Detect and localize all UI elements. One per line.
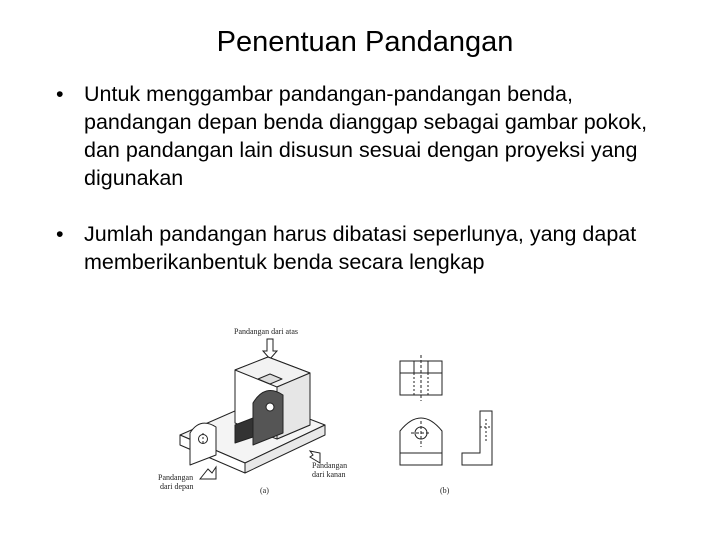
caption-a: (a)	[260, 486, 269, 495]
label-right-view-2: dari kanan	[312, 470, 346, 479]
side-view	[462, 411, 492, 465]
bullet-item: • Jumlah pandangan harus dibatasi seperlunya, yang dapat memberikanbentuk benda secara lengkap	[56, 220, 686, 276]
bullet-list	[56, 80, 686, 276]
arrow-top-icon	[263, 339, 277, 359]
label-right-view-1: Pandangan	[312, 461, 348, 470]
arrow-front-icon	[200, 467, 216, 479]
slide-title: Penentuan Pandangan	[216, 26, 514, 58]
isometric-object	[180, 357, 325, 473]
projection-illustration	[150, 315, 530, 505]
caption-b: (b)	[440, 486, 450, 495]
label-front-view-1: Pandangan	[158, 473, 194, 482]
orthographic-views	[400, 355, 492, 465]
front-view	[400, 418, 442, 465]
label-front-view-2: dari depan	[160, 482, 194, 491]
label-top-view: Pandangan dari atas	[234, 327, 298, 336]
bullet-item: • Untuk menggambar pandangan-pandangan benda, pandangan depan benda dianggap sebagai gambar pokok, dan pandangan lain disusun sesuai dengan proyeksi yang digunakan	[56, 80, 686, 192]
projection-figure	[150, 315, 530, 505]
